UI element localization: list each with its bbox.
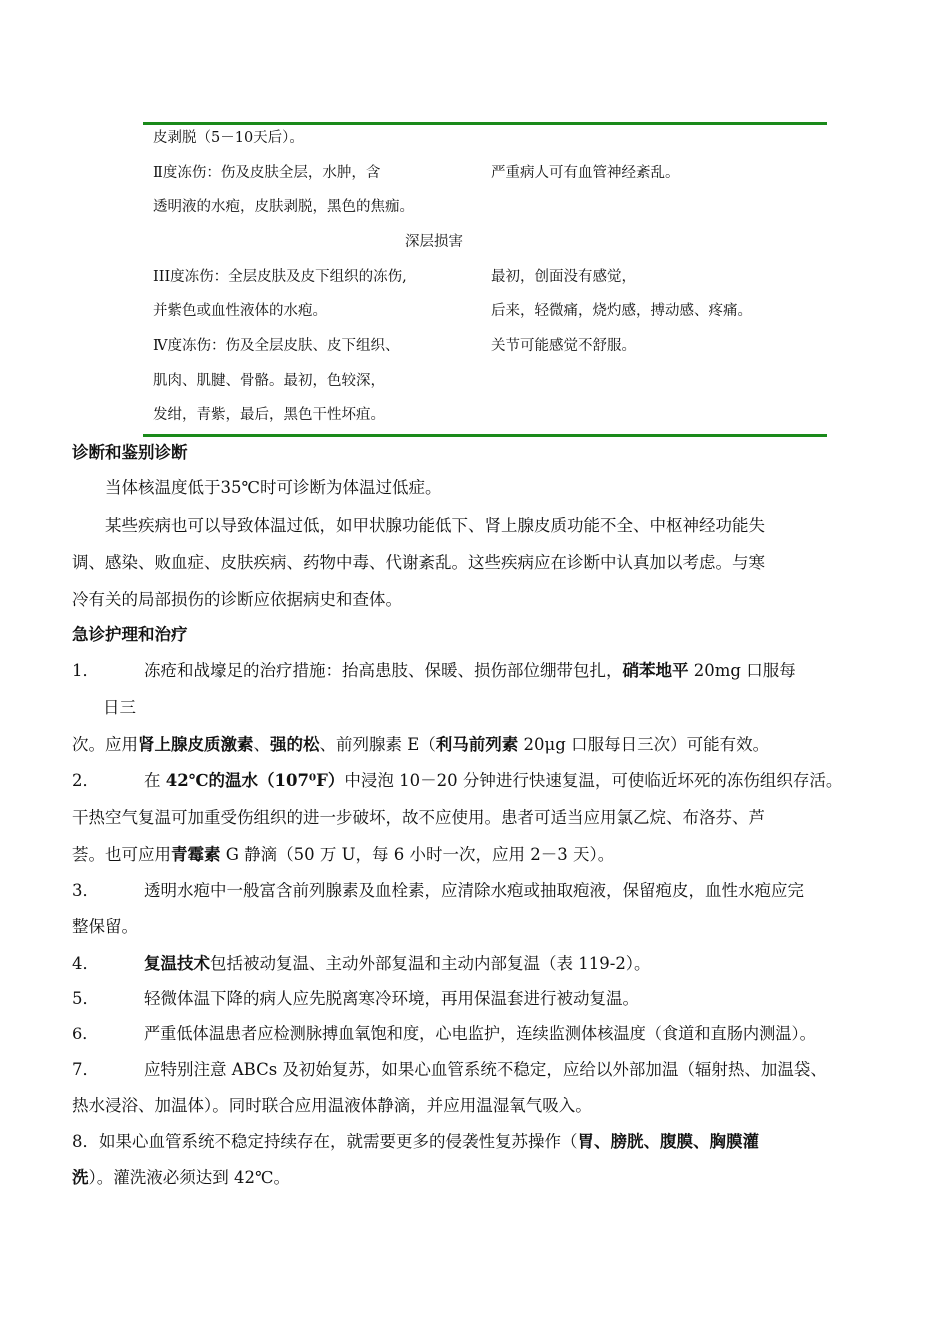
table-bottom-rule bbox=[143, 434, 827, 437]
paragraph-line: 调、感染、败血症、皮肤疾病、药物中毒、代谢紊乱。这些疾病应在诊断中认真加以考虑。与寒 bbox=[72, 553, 765, 572]
list-number: 2． bbox=[72, 771, 99, 790]
emphasis-text: 洗 bbox=[72, 1168, 89, 1187]
table-cell: Ⅳ度冻伤：伤及全层皮肤、皮下组织、 bbox=[153, 338, 400, 354]
list-item-6: 6． 严重低体温患者应检测脉搏血氧饱和度，心电监护，连续监测体核温度（食道和直肠内测温）。 bbox=[72, 1022, 816, 1046]
table-cell: 透明液的水疱，皮肤剥脱，黑色的焦痂。 bbox=[153, 199, 414, 215]
list-number: 4． bbox=[72, 954, 99, 973]
paragraph-line: 日三 bbox=[103, 698, 136, 717]
paragraph-line: 洗）。灌洗液必须达到 42℃。 bbox=[72, 1168, 290, 1187]
drug-name: 利马前列素 bbox=[435, 735, 519, 754]
list-number: 5． bbox=[72, 989, 99, 1008]
emphasis-text: 胃、膀胱、腹膜、胸膜灌 bbox=[577, 1132, 759, 1151]
paragraph-line: 热水浸浴、加温体）。同时联合应用温液体静滴，并应用温湿氧气吸入。 bbox=[72, 1096, 592, 1115]
table-cell: 最初，创面没有感觉， bbox=[491, 269, 636, 285]
table-section-header: 深层损害 bbox=[405, 234, 463, 250]
section-heading-diagnosis: 诊断和鉴别诊断 bbox=[72, 443, 188, 462]
table-top-rule bbox=[143, 122, 827, 125]
paragraph-line: 某些疾病也可以导致体温过低，如甲状腺功能低下、肾上腺皮质功能不全、中枢神经功能失 bbox=[105, 516, 765, 535]
paragraph-line: 当体核温度低于35℃时可诊断为体温过低症。 bbox=[105, 478, 442, 497]
list-item-1: 1． 冻疮和战壕足的治疗措施：抬高患肢、保暖、损伤部位绷带包扎，硝苯地平 20mg 口服每 bbox=[72, 659, 796, 683]
section-heading-treatment: 急诊护理和治疗 bbox=[72, 625, 188, 644]
list-item-4: 4． 复温技术包括被动复温、主动外部复温和主动内部复温（表 119-2）。 bbox=[72, 952, 651, 976]
paragraph-line: 荟。也可应用青霉素 G 静滴（50 万 U，每 6 小时一次，应用 2－3 天）。 bbox=[72, 845, 615, 864]
paragraph-line: 冷有关的局部损伤的诊断应依据病史和查体。 bbox=[72, 590, 402, 609]
table-cell: 肌肉、肌腱、骨骼。最初，色较深， bbox=[153, 373, 385, 389]
list-item-8: 8．如果心血管系统不稳定持续存在，就需要更多的侵袭性复苏操作（胃、膀胱、腹膜、胸膜灌 bbox=[72, 1132, 759, 1151]
paragraph-line: 干热空气复温可加重受伤组织的进一步破坏，故不应使用。患者可适当应用氯乙烷、布洛芬、芦 bbox=[72, 808, 765, 827]
table-cell: 皮剥脱（5－10天后）。 bbox=[153, 130, 304, 146]
paragraph-line: 整保留。 bbox=[72, 917, 138, 936]
list-number: 1． bbox=[72, 661, 99, 680]
drug-name: 青霉素 bbox=[171, 845, 221, 864]
table-cell: Ⅱ度冻伤：伤及皮肤全层，水肿，含 bbox=[153, 165, 381, 181]
table-cell: 后来，轻微痛，烧灼感，搏动感、疼痛。 bbox=[491, 303, 752, 319]
list-item-3: 3． 透明水疱中一般富含前列腺素及血栓素，应清除水疱或抽取疱液，保留疱皮，血性水疱应完 bbox=[72, 879, 804, 903]
list-item-5: 5． 轻微体温下降的病人应先脱离寒冷环境，再用保温套进行被动复温。 bbox=[72, 987, 639, 1011]
paragraph-line: 次。应用肾上腺皮质激素、强的松、前列腺素 E（利马前列素 20μg 口服每日三次）可能有效。 bbox=[72, 735, 770, 754]
list-item-2: 2． 在 42℃的温水（107⁰F）中浸泡 10－20 分钟进行快速复温，可使临近坏死的冻伤组织存活。 bbox=[72, 769, 842, 793]
table-cell: 关节可能感觉不舒服。 bbox=[491, 338, 636, 354]
drug-name: 强的松 bbox=[270, 735, 320, 754]
drug-name: 硝苯地平 bbox=[622, 661, 689, 680]
drug-name: 肾上腺皮质激素 bbox=[138, 735, 254, 754]
list-number: 3． bbox=[72, 881, 99, 900]
list-item-7: 7． 应特别注意 ABCs 及初始复苏，如果心血管系统不稳定，应给以外部加温（辐射热、加温袋、 bbox=[72, 1058, 827, 1082]
table-cell: 并紫色或血性液体的水疱。 bbox=[153, 303, 327, 319]
list-number: 6． bbox=[72, 1024, 99, 1043]
table-cell: 严重病人可有血管神经紊乱。 bbox=[491, 165, 680, 181]
emphasis-text: 42℃的温水（107⁰F） bbox=[165, 771, 345, 790]
table-cell: 发绀，青紫，最后，黑色干性坏疽。 bbox=[153, 407, 385, 423]
emphasis-text: 复温技术 bbox=[144, 954, 210, 973]
table-cell: III度冻伤：全层皮肤及皮下组织的冻伤, bbox=[153, 269, 407, 285]
list-number: 7． bbox=[72, 1060, 99, 1079]
